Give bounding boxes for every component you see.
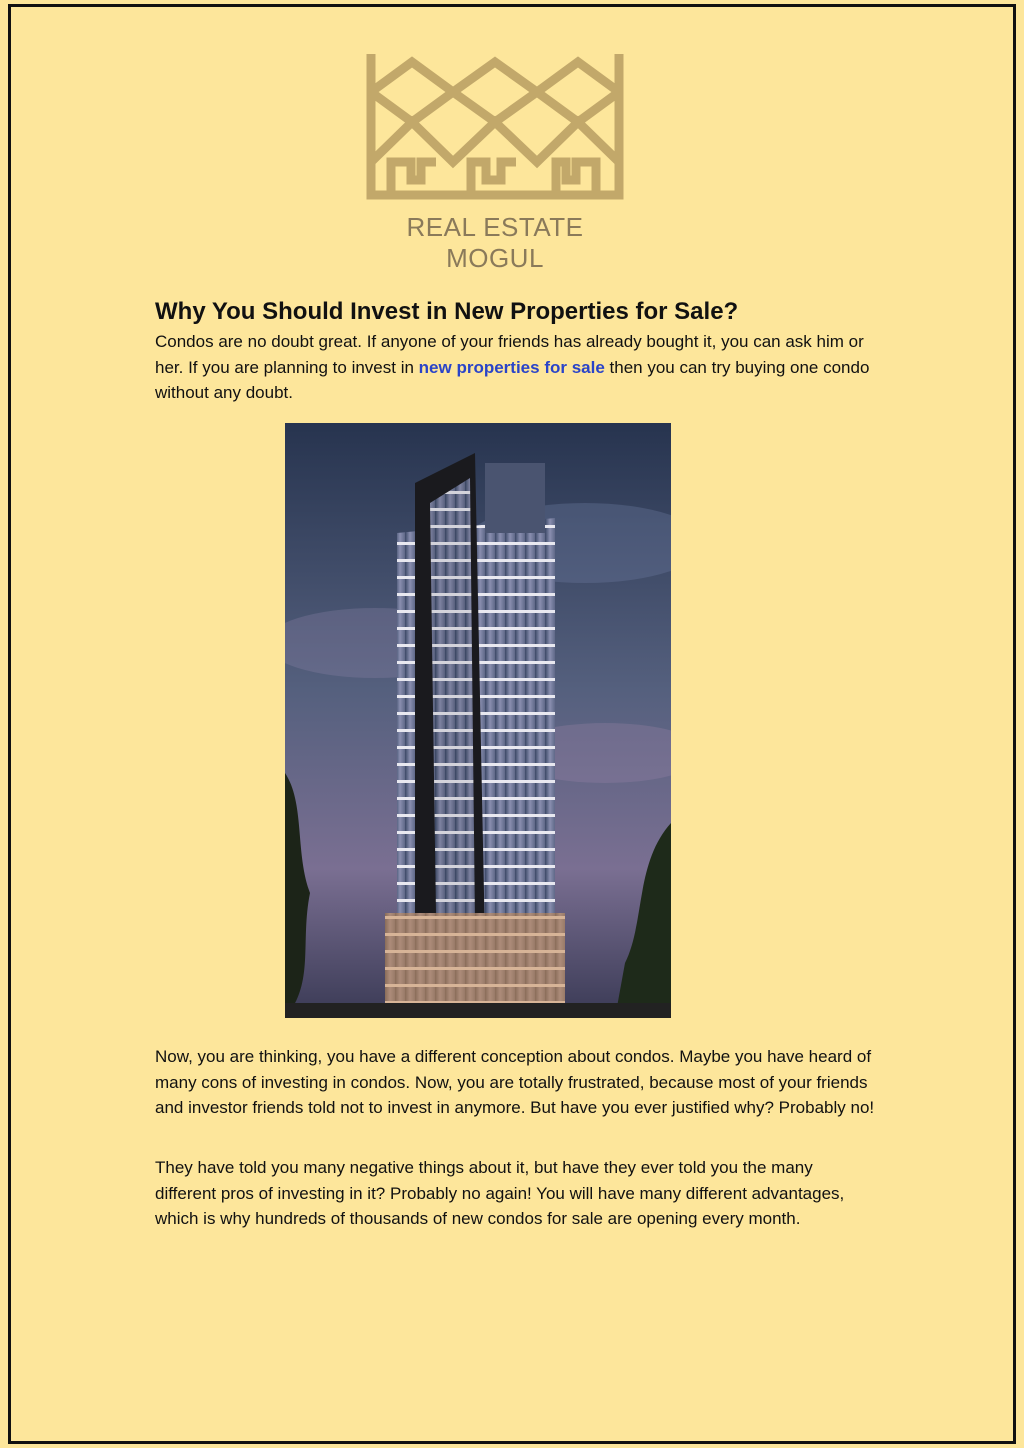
logo-wordmark: REAL ESTATE MOGUL	[406, 212, 584, 273]
article-title: Why You Should Invest in New Properties for Sale?	[155, 298, 739, 325]
intro-paragraph	[155, 329, 875, 406]
crown-houses-logo-icon	[366, 52, 624, 202]
paragraph-3: They have told you many negative things about it, but have they ever told you the many different pros of investing in it? Probably no again! You will have many different advantages, which is why hundreds of thousands of new condos for sale are opening every month.	[155, 1158, 845, 1228]
intro-text-start: Condos are no doubt great. If anyone of your friends has already bought it, you can ask him or her. If you are planning to invest in	[155, 332, 864, 377]
condo-tower-image	[285, 423, 671, 1018]
intro-text-end: then you can try buying one condo without any doubt.	[155, 357, 870, 402]
brand-logo	[366, 52, 624, 273]
new-properties-link[interactable]: new properties for sale	[418, 357, 605, 377]
paragraph-2: Now, you are thinking, you have a different conception about condos. Maybe you have heard of many cons of investing in condos. Now, you are totally frustrated, because most of your friends and investor friends told not to invest in anymore. But have you ever justified why? Probably no!	[155, 1047, 875, 1117]
